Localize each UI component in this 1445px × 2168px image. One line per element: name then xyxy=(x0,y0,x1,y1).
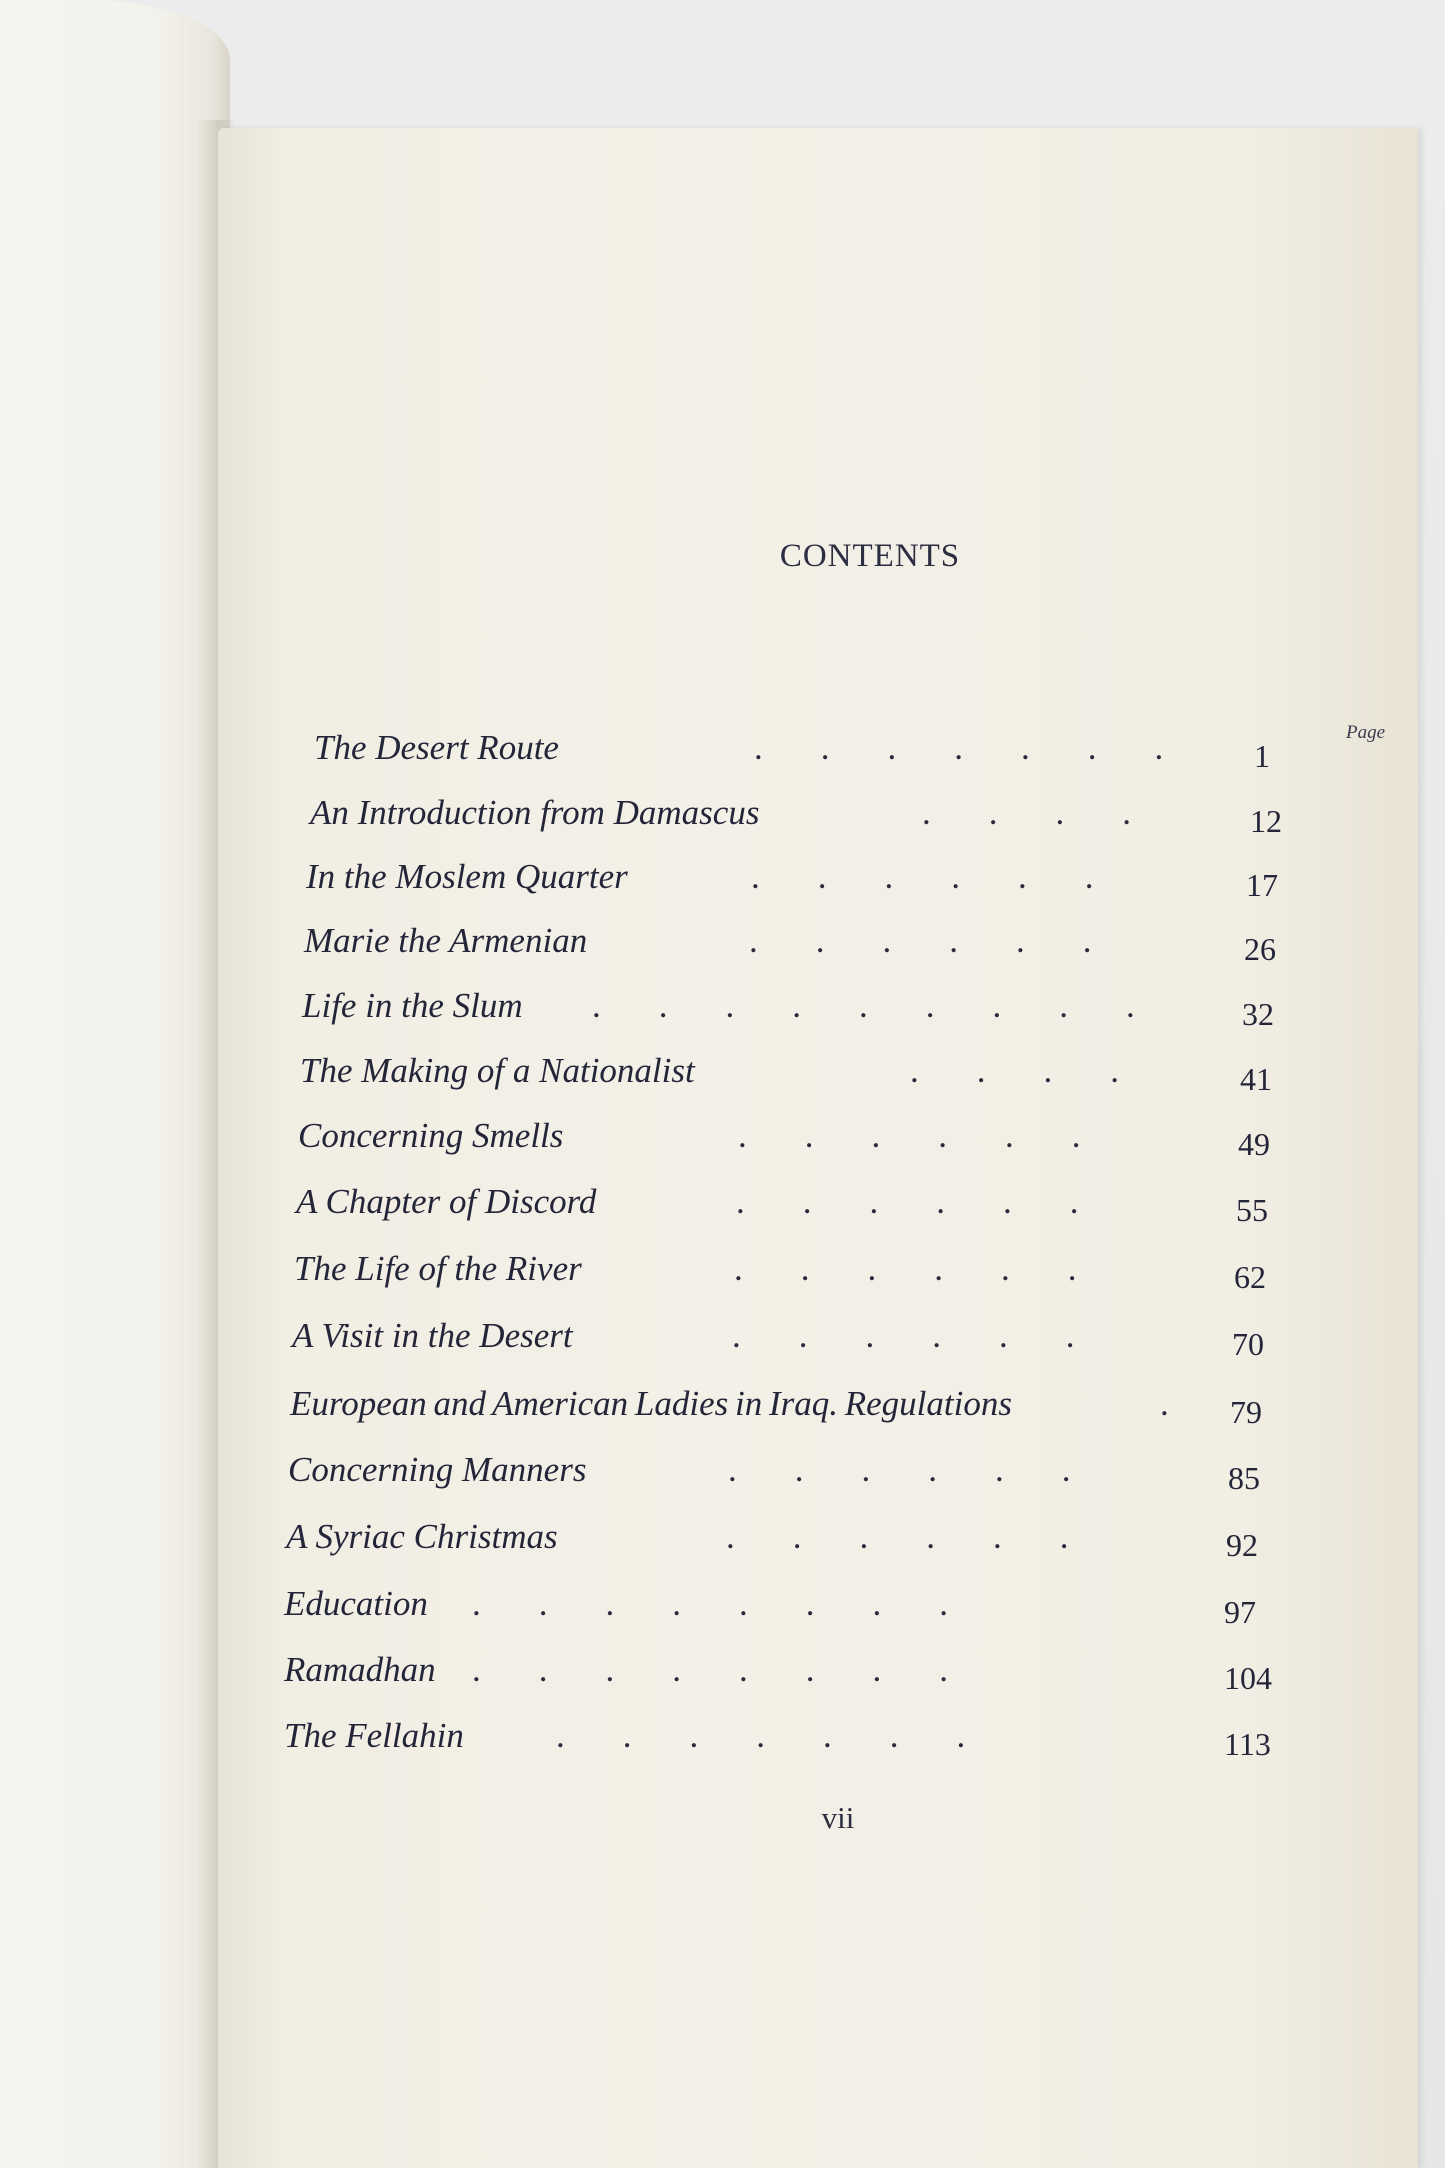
contents-heading: CONTENTS xyxy=(779,538,961,574)
toc-entry xyxy=(284,1584,1256,1634)
toc-entry-page: 104 xyxy=(1224,1660,1272,1696)
table-of-contents xyxy=(218,128,1418,2168)
toc-entry xyxy=(292,1316,1264,1366)
toc-entry xyxy=(300,1051,1272,1101)
toc-entry-page: 26 xyxy=(1244,931,1276,967)
toc-entry-title: The Fellahin xyxy=(284,1716,464,1755)
toc-entry-page: 62 xyxy=(1234,1259,1266,1295)
toc-entry-title: The Desert Route xyxy=(314,728,559,767)
toc-entry-page: 79 xyxy=(1230,1394,1262,1430)
toc-entry-title: Education xyxy=(284,1584,428,1623)
toc-entry-page: 92 xyxy=(1226,1527,1258,1563)
toc-entry-title: The Life of the River xyxy=(294,1249,582,1288)
toc-entry-page: 49 xyxy=(1238,1126,1270,1162)
dot-leader: .... xyxy=(910,1051,1177,1090)
toc-entry-page: 41 xyxy=(1240,1061,1272,1097)
toc-entry xyxy=(310,793,1282,843)
toc-entry xyxy=(294,1249,1266,1299)
toc-entry xyxy=(284,1650,1272,1700)
toc-entry-title: Concerning Smells xyxy=(298,1116,564,1155)
page-folio: vii xyxy=(821,1800,855,1835)
toc-entry-title: A Chapter of Discord xyxy=(296,1182,597,1221)
toc-entry-page: 1 xyxy=(1254,738,1270,774)
toc-entry xyxy=(288,1450,1260,1500)
toc-entry-title: Life in the Slum xyxy=(302,986,523,1025)
dot-leader: ........ xyxy=(472,1584,1006,1623)
contents-page xyxy=(218,128,1418,2168)
toc-entry xyxy=(304,921,1276,971)
toc-entry-title: Ramadhan xyxy=(284,1650,436,1689)
toc-entry xyxy=(298,1116,1270,1166)
toc-entry-page: 12 xyxy=(1250,803,1282,839)
toc-entry-page: 85 xyxy=(1228,1460,1260,1496)
dot-leader: ...... xyxy=(738,1116,1139,1155)
dot-leader: ...... xyxy=(734,1249,1135,1288)
toc-entry xyxy=(302,986,1274,1036)
toc-entry-page: 113 xyxy=(1224,1726,1271,1762)
dot-leader: ...... xyxy=(726,1517,1127,1556)
dot-leader: ...... xyxy=(736,1182,1137,1221)
dot-leader: ...... xyxy=(728,1450,1129,1489)
toc-entry-page: 97 xyxy=(1224,1594,1256,1630)
dot-leader: .... xyxy=(922,793,1189,832)
dot-leader: ........ xyxy=(472,1650,1006,1689)
toc-entry-title: A Syriac Christmas xyxy=(286,1517,558,1556)
toc-entry xyxy=(284,1716,1271,1766)
toc-entry-title: An Introduction from Damascus xyxy=(310,793,760,832)
toc-entry-title: A Visit in the Desert xyxy=(292,1316,573,1355)
dot-leader: ...... xyxy=(732,1316,1133,1355)
toc-entry-page: 70 xyxy=(1232,1326,1264,1362)
toc-entry-title: Concerning Manners xyxy=(288,1450,587,1489)
toc-entry-page: 55 xyxy=(1236,1192,1268,1228)
toc-entry-page: 32 xyxy=(1242,996,1274,1032)
toc-entry xyxy=(290,1384,1262,1434)
dot-leader: ....... xyxy=(556,1716,1024,1755)
toc-entry xyxy=(314,728,1270,778)
toc-entry xyxy=(306,857,1278,907)
toc-entry-title: Marie the Armenian xyxy=(304,921,588,960)
dot-leader: ...... xyxy=(749,921,1150,960)
toc-entry xyxy=(296,1182,1268,1232)
page-column-label: Page xyxy=(1346,722,1386,743)
dot-leader: ...... xyxy=(751,857,1152,896)
toc-entry-title: European and American Ladies in Iraq. Regulations xyxy=(290,1384,1012,1423)
toc-entry xyxy=(286,1517,1258,1567)
toc-entry-title: The Making of a Nationalist xyxy=(300,1051,695,1090)
dot-leader: . xyxy=(1160,1384,1169,1423)
toc-entry-page: 17 xyxy=(1246,867,1278,903)
dot-leader: ....... xyxy=(754,728,1222,767)
dot-leader: ......... xyxy=(592,986,1193,1025)
toc-entry-title: In the Moslem Quarter xyxy=(306,857,628,896)
